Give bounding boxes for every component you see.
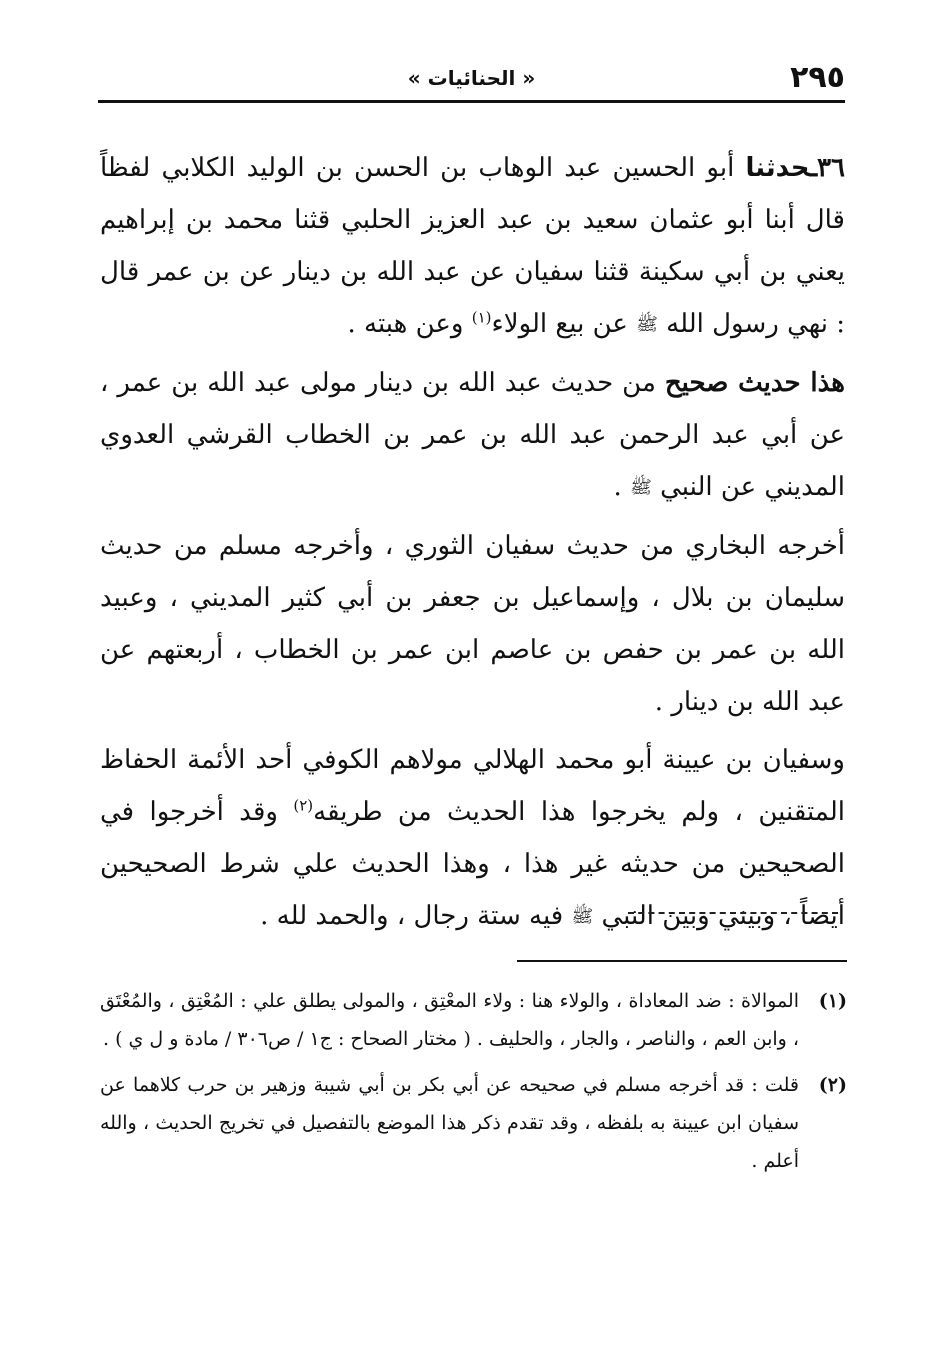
header-rule [98,100,845,103]
footnote-rule [517,960,847,962]
section-divider [628,912,838,914]
footnote-text: الموالاة : ضد المعاداة ، والولاء هنا : ولاء المعْتِق ، والمولى يطلق علي : المُعْتِق ، والمُعْتَق ، وابن العم ، والناصر ، والجار ، والحليف . ( مختار الصحاح : ج١ / ص٣٠٦ / مادة و ل ي ) . [100,990,799,1050]
narration-lead: حدثنا [745,153,810,183]
footnote-2 [100,1066,847,1180]
page-header [98,58,845,98]
matn-text: عن بيع الولاء [491,309,637,339]
hadith-number: ٣٦ـ [809,153,845,183]
page-number: ٢٩٥ [790,60,845,95]
grading-text-end: . [613,472,631,502]
footnote-ref-1[interactable]: (١) [471,308,492,327]
footnote-ref-2[interactable]: (٢) [293,796,314,815]
footnotes [100,982,847,1188]
narrator-text-end: فيه ستة رجال ، والحمد لله . [260,901,572,931]
narrator-text-cont: وقد أخرجوا في الصحيحين من حديثه غير هذا ، وهذا الحديث علي شرط الصحيحين أيضاً ، وبيني وبين النبي [100,797,845,931]
narrator-text: وسفيان بن عيينة أبو محمد الهلالي مولاهم الكوفي أحد الأئمة الحفاظ المتقنين ، ولم يخرجوا هذا الحديث من طريقه [100,745,845,827]
main-text [100,142,845,949]
isnad-text: أبو الحسين عبد الوهاب بن الحسن بن الوليد الكلابي لفظاً قال أبنا أبو عثمان سعيد بن عبد العزيز الحلبي قثنا محمد بن إبراهيم يعني بن أبي سكينة قثنا سفيان عن عبد الله بن دينار عن بن عمر قال : نهي رسول الله [100,153,845,339]
hadith-paragraph [100,142,845,351]
honorific-glyph: ﷺ [571,906,594,927]
footnote-mark: (٢) [818,1074,847,1096]
grading-lead: هذا حديث صحيح [664,368,845,398]
grading-paragraph [100,357,845,514]
honorific-glyph: ﷺ [630,477,652,498]
grading-text: من حديث عبد الله بن دينار مولى عبد الله بن عمر ، عن أبي عبد الرحمن عبد الله بن عمر بن الخطاب القرشي العدوي المديني عن النبي [100,368,845,502]
footnote-1 [100,982,847,1058]
footnote-text: قلت : قد أخرجه مسلم في صحيحه عن أبي بكر بن أبي شيبة وزهير بن حرب كلاهما عن سفيان ابن عيينة به بلفظه ، وقد تقدم ذكر هذا الموضع بالتفصيل في تخريج الحديث ، والله أعلم . [100,1074,799,1172]
matn-text-end: وعن هبته . [347,309,472,339]
honorific-glyph: ﷺ [636,314,658,335]
takhrij-paragraph [100,520,845,728]
takhrij-text: أخرجه البخاري من حديث سفيان الثوري ، وأخرجه مسلم من حديث سليمان بن بلال ، وإسماعيل بن جعفر بن أبي كثير المديني ، وعبيد الله بن عمر بن حفص بن عاصم ابن عمر بن الخطاب ، أربعتهم عن عبد الله بن دينار . [100,531,845,717]
running-title: « الحنائيات » [407,66,536,90]
footnote-mark: (١) [818,990,847,1012]
